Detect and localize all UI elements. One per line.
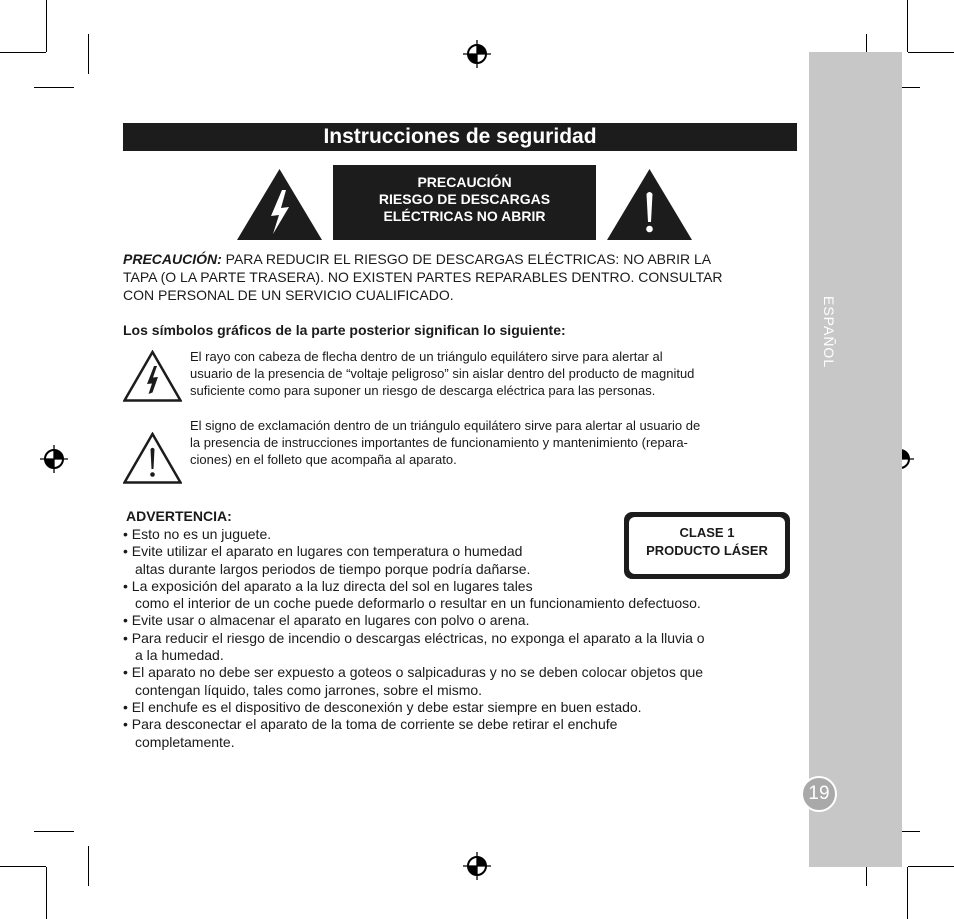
electric-shock-warning-icon bbox=[236, 168, 323, 241]
warning-item: • El enchufe es el dispositivo de desconexión y debe estar siempre en buen estado. bbox=[123, 698, 642, 715]
warning-item: • La exposición del aparato a la luz directa del sol en lugares tales como el interior de un coche puede deformarlo o resultar en un funcionamiento defectuoso. bbox=[123, 577, 701, 612]
crop-mark bbox=[34, 831, 74, 832]
crop-mark bbox=[907, 0, 908, 52]
warning-item: • Evite utilizar el aparato en lugares con temperatura o humedad altas durante largos periodos de tiempo porque podría dañarse. bbox=[123, 543, 531, 577]
warning-item: • Evite usar o almacenar el aparato en lugares con polvo o arena. bbox=[123, 612, 530, 629]
laser-label-line: CLASE 1 bbox=[679, 525, 735, 540]
registration-mark-icon bbox=[463, 40, 491, 68]
crop-mark bbox=[908, 52, 954, 53]
caution-box-line: RIESGO DE DESCARGAS bbox=[378, 191, 551, 207]
registration-mark-icon bbox=[463, 852, 491, 880]
crop-mark bbox=[46, 867, 47, 919]
page-title: Instrucciones de seguridad bbox=[123, 123, 797, 151]
registration-mark-icon bbox=[40, 445, 68, 473]
precaution-text: TAPA (O LA PARTE TRASERA). NO EXISTEN PARTES REPARABLES DENTRO. CONSULTAR bbox=[123, 269, 723, 285]
lightning-symbol-description bbox=[190, 348, 800, 399]
caution-box-line: ELÉCTRICAS NO ABRIR bbox=[383, 208, 546, 224]
laser-label-line: PRODUCTO LÁSER bbox=[646, 543, 768, 558]
description-line: ciones) en el folleto que acompaña al aparato. bbox=[190, 452, 457, 467]
crop-mark bbox=[46, 0, 47, 52]
exclamation-triangle-icon bbox=[123, 432, 182, 484]
warning-heading: ADVERTENCIA: bbox=[126, 508, 232, 524]
exclamation-symbol-description bbox=[190, 417, 800, 468]
crop-mark bbox=[908, 866, 954, 867]
page-number: 19 bbox=[801, 776, 837, 812]
precaution-text: PARA REDUCIR EL RIESGO DE DESCARGAS ELÉCTRICAS: NO ABRIR LA bbox=[221, 251, 712, 267]
description-line: usuario de la presencia de “voltaje peligroso” sin aislar dentro del producto de magnitud bbox=[190, 366, 695, 381]
caution-box bbox=[333, 165, 596, 240]
lightning-triangle-icon bbox=[123, 350, 182, 402]
warning-list bbox=[123, 526, 813, 751]
precaution-paragraph bbox=[123, 250, 803, 304]
crop-mark bbox=[0, 866, 46, 867]
crop-mark bbox=[907, 867, 908, 919]
warning-item: • Para desconectar el aparato de la toma de corriente se debe retirar el enchufe completamente. bbox=[123, 716, 618, 750]
description-line: la presencia de instrucciones importantes de funcionamiento y mantenimiento (repara- bbox=[190, 435, 688, 450]
precaution-text: CON PERSONAL DE UN SERVICIO CUALIFICADO. bbox=[123, 287, 454, 303]
language-side-tab bbox=[809, 52, 902, 867]
crop-mark bbox=[0, 52, 46, 53]
description-line: suficiente como para suponer un riesgo de descarga eléctrica para las personas. bbox=[190, 383, 656, 398]
warning-item: • Para reducir el riesgo de incendio o descargas eléctricas, no exponga el aparato a la lluvia o a la humedad. bbox=[123, 629, 705, 664]
symbols-heading: Los símbolos gráficos de la parte posterior significan lo siguiente: bbox=[123, 322, 566, 338]
warning-item: • El aparato no debe ser expuesto a goteos o salpicaduras y no se deben colocar objetos que contengan líquido, tales como jarrones, sobre el mismo. bbox=[123, 664, 704, 698]
crop-mark bbox=[88, 846, 89, 886]
crop-mark bbox=[34, 87, 74, 88]
description-line: El signo de exclamación dentro de un triángulo equilátero sirve para alertar al usuario de bbox=[190, 418, 701, 433]
precaution-label: PRECAUCIÓN: bbox=[123, 251, 222, 267]
exclamation-warning-icon bbox=[606, 168, 693, 241]
caution-box-line: PRECAUCIÓN bbox=[417, 174, 512, 190]
crop-mark bbox=[88, 34, 89, 74]
language-tab-label: ESPAÑOL bbox=[821, 296, 837, 369]
description-line: El rayo con cabeza de flecha dentro de un triángulo equilátero sirve para alertar al bbox=[190, 349, 663, 364]
warning-item: • Esto no es un juguete. bbox=[123, 526, 272, 542]
